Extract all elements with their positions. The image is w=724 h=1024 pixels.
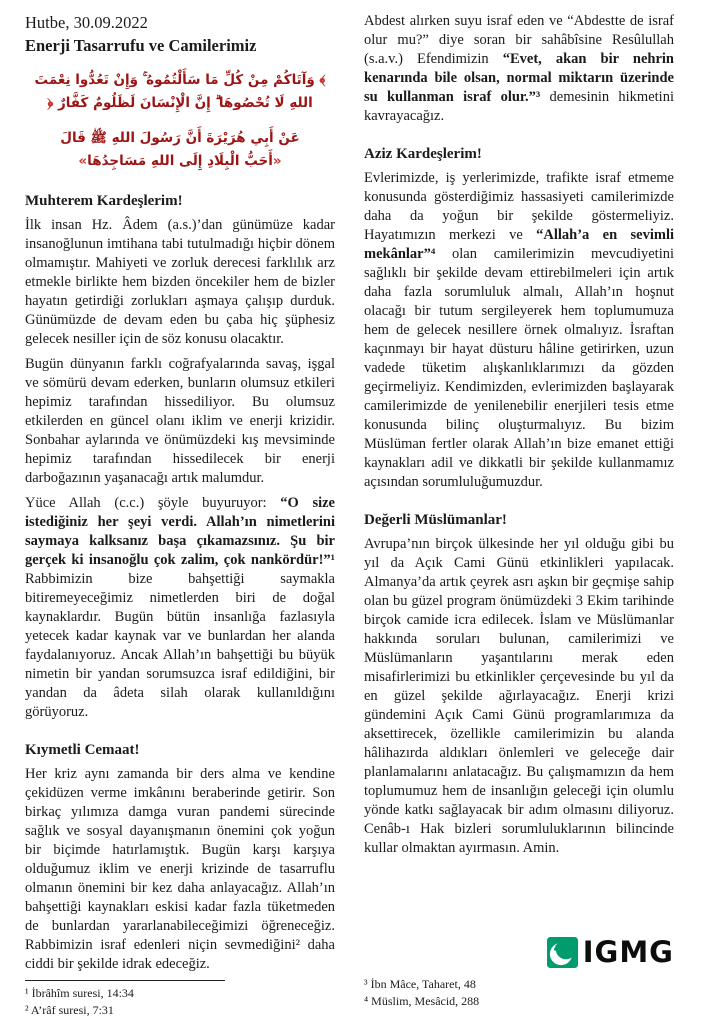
- date-line: Hutbe, 30.09.2022: [25, 13, 148, 32]
- footnote-2: ² A’râf suresi, 7:31: [25, 1003, 114, 1017]
- igmg-emblem-icon: [547, 937, 578, 968]
- footnotes-left: [25, 980, 335, 1019]
- igmg-wordmark: IGMG: [582, 934, 674, 970]
- doc-title: Enerji Tasarrufu ve Camilerimiz: [25, 36, 257, 55]
- footnote-rule: [25, 980, 225, 981]
- paragraph: Yüce Allah (c.c.) şöyle buyuruyor: “O size istediğiniz her şeyi verdi. Allah’ın nimetlerini saymaya kalksanız başa çıkamazsınız. Şu bir gerçek ki insanoğlu çok zalim, çok nankördür!”¹ Rabbimizin bize bahşettiği saymakla bitiremeyeceğimiz nimetlerden biri de doğal kaynaklardır. Bugün bütün insanlığa fazlasıyla yetecek kadar kaynak var ve bunlardan her alanda faydalanıyoruz. Ancak Allah’ın bahşettiği bu büyük nimetin bir yandan sorumsuzca israf edildiğini, bir yandan da âdeta silah olarak kullanıldığını görüyoruz.: [25, 495, 335, 720]
- footnotes-right: [364, 976, 674, 1010]
- left-column: [25, 12, 335, 1017]
- quran-verse-arabic: ﴾ وَآتَاكُمْ مِنْ كُلِّ مَا سَأَلْتُمُوهُ ۚ وَإِنْ تَعُدُّوا نِعْمَتَ اللهِ لَا تُحْصُوهَا ۗ إِنَّ الْإِنْسَانَ لَظَلُومٌ كَفَّارٌ ﴿: [34, 72, 326, 111]
- section-heading-muhterem: Muhterem Kardeşlerim!: [25, 193, 183, 209]
- right-column: [364, 12, 674, 1010]
- paragraph: İlk insan Hz. Âdem (a.s.)’dan günümüze kadar insanoğlunun imtihana tabi tutulmadığı hiçbir dönem olmamıştır. Mahiyeti ve zorluk derecesi farklılık arz etmekle birlikte hem bizden öncekiler hem de bizler hayatın getirdiği zorlukları aşmaya çalışıp durduk. Günümüzde de devam eden bu çaba hiç şüphesiz gelecek nesiller için de söz konusu olacaktır.: [25, 217, 335, 347]
- section-heading-kiymetli: Kıymetli Cemaat!: [25, 742, 140, 758]
- section-heading-aziz: Aziz Kardeşlerim!: [364, 146, 482, 162]
- footnote-4: ⁴ Müslim, Mesâcid, 288: [364, 994, 480, 1008]
- paragraph: Avrupa’nın birçok ülkesinde her yıl olduğu gibi bu yıl da Açık Cami Günü etkinlikleri yapılacak. Almanya’da artık çeyrek asrı aşkın bir geçmişe sahip olan bu güzel program önümüzdeki 3 Ekim tarihinde birçok camide icra edilecek. İslam ve Müslümanlar hakkında soruları bulunan, camilerimizi ve Müslümanların yaşantılarını merak eden misafirlerimizi bu etkinlikler çerçevesinde bu yıl da en güzel şekilde ağırlayacağız. Enerji krizi gündemini Açık Cami Günü programlarımıza da aksettirecek, özellikle camilerimizin bu alanda hâlihazırda aldıkları önlemleri ve geleceğe dair planlamalarını anlatacağız. Bu çalışmamızın da hem toplumumuz hem de insanlığın geleceği için olumlu yönde katkı sağlayacak bir adım olmasını diliyoruz. Cenâb-ı Hak bizleri sorumluluklarının bilincinde kullar olmaktan ayırmasın. Amin.: [364, 536, 674, 856]
- paragraph: Her kriz aynı zamanda bir ders alma ve kendine çekidüzen verme imkânını beraberinde getirir. Son birkaç yılımıza damga vuran pandemi sürecinde sağlık ve sosyal dayanışmanın önemini çok yoğun bir biçimde hatırlamıştık. Bugün karşı karşıya olduğumuz iklim ve enerji krizinde de tasarruflu olmanın önemini bir kez daha anlayacağız. Allah’ın bahşettiği kaynakları eskisi kadar fazla tüketmeden de bunlardan yararlanabileceğimizi öğreneceğiz. Rabbimizin israf edenleri niçin sevmediğini² daha ciddi bir şekilde idrak edeceğiz.: [25, 766, 335, 972]
- footnote-3: ³ İbn Mâce, Taharet, 48: [364, 977, 476, 991]
- paragraph: Abdest alırken suyu israf eden ve “Abdestte de israf olur mu?” diye soran bir sahâbîsine Resûlullah (s.a.v.) Efendimizin “Evet, akan bir nehrin kenarında bile olsan, normal miktarın üzerinde su kullanman israf olur.”³ demesinin hikmetini kavrayacağız.: [364, 13, 674, 124]
- paragraph: Bugün dünyanın farklı coğrafyalarında savaş, işgal ve sömürü devam ederken, bunların olumsuz etkileri hepimiz tarafından hissediliyor. Bu olumsuz etkilerden en güncel olanı iklim ve enerji krizidir. Sonbahar aylarında ve önümüzdeki kış mevsiminde hepimiz tarafından hissedilecek bir enerji darboğazının yaşanacağı artık malumdur.: [25, 356, 335, 486]
- section-heading-degerli: Değerli Müslümanlar!: [364, 512, 507, 528]
- paragraph: Evlerimizde, iş yerlerimizde, trafikte israf etmeme konusunda gösterdiğimiz hassasiyeti camilerimizde daha da yoğun bir şekilde göstermeliyiz. Hayatımızın merkezi ve “Allah’a en sevimli mekânlar”⁴ olan camilerimizin mevcudiyetini sağlıklı bir şekilde devam ettirebilmeleri için artık daha fazla sorumluluk almalı, Allah’ın hoşnut olacağı bir tutum sergileyerek hem toplumumuza hem de gelecek nesillere örnek olmalıyız. İsraftan kaçınmayı bir hayat düsturu hâline getirirken, uzun vadede tüketim alışkanlıklarımızı da gözden geçirmeliyiz. Kendimizden, evlerimizden başlayarak camilerimizde de yenilenebilir enerjileri tesis etme konusunda bilinç oluşturmalıyız. Bu bizim Müslüman fertler olarak Allah’ın bize emanet ettiği kaynakları adil ve dikkatli bir şekilde kullanmamız açısından sorumluluğumuzdur.: [364, 170, 674, 490]
- footnote-1: ¹ İbrâhîm suresi, 14:34: [25, 986, 134, 1000]
- igmg-logo: [547, 934, 674, 970]
- hadith-intro-arabic: عَنْ أَبِي هُرَيْرَةَ أَنَّ رَسُولَ اللهِ ﷺ قَالَ: [60, 130, 300, 146]
- hadith-text-arabic: «أَحَبُّ الْبِلَادِ إِلَى اللهِ مَسَاجِدُهَا»: [78, 153, 282, 169]
